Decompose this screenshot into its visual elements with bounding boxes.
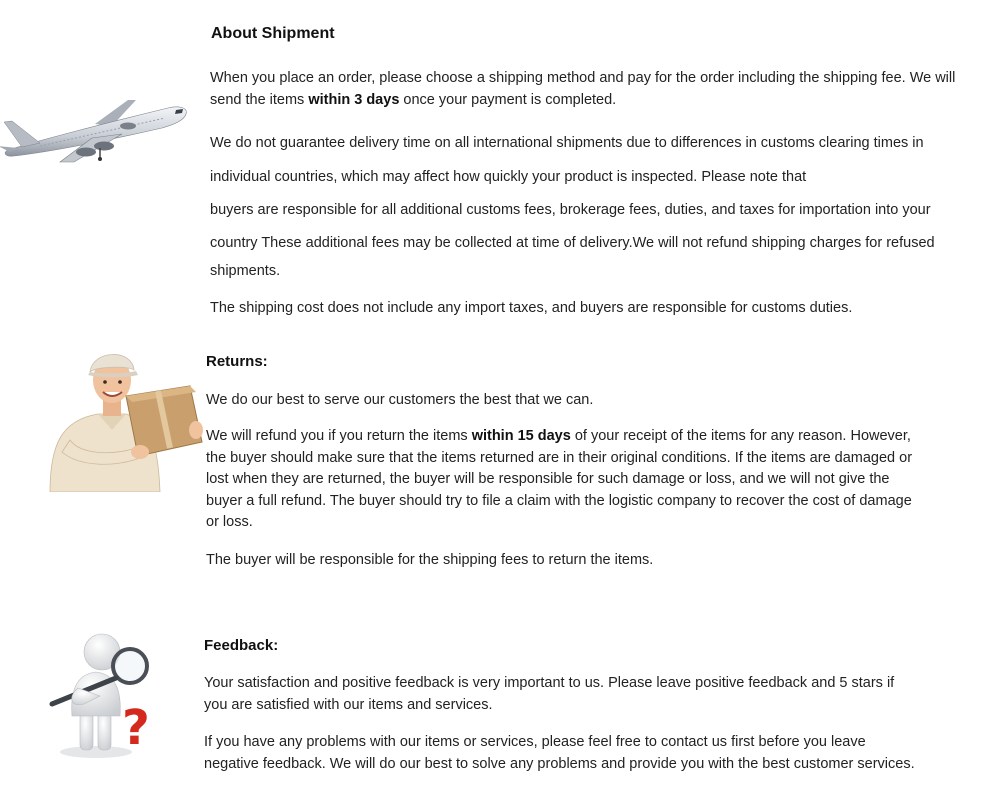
delivery-man-illustration [40, 344, 205, 492]
shipment-p1-bold: within 3 days [308, 92, 400, 108]
shipment-p2-line-5: shipments. [210, 263, 281, 279]
shipment-heading: About Shipment [211, 25, 335, 42]
feedback-paragraph-1: Your satisfaction and positive feedback is very important to us. Please leave positive feedback and 5 stars if you are satisfied with our items and services. [204, 675, 895, 713]
shipment-paragraph-3: The shipping cost does not include any import taxes, and buyers are responsible for customs duties. [210, 300, 853, 316]
shipment-p1-text-b: once your payment is completed. [399, 92, 617, 108]
shipment-paragraph-1 [210, 67, 990, 111]
returns-heading: Returns: [206, 353, 268, 370]
returns-paragraph-2 [206, 426, 928, 534]
shipment-p2-line-1: We do not guarantee delivery time on all international shipments due to differences in customs clearing times in [210, 135, 924, 151]
returns-paragraph-3: The buyer will be responsible for the shipping fees to return the items. [206, 552, 654, 568]
returns-p2-bold: within 15 days [471, 428, 571, 444]
shipment-p1-text-a: When you place an order, please choose a shipping method and pay for the order including the shipping fee. We will send the items [210, 70, 956, 108]
shipment-p2-line-3: buyers are responsible for all additional customs fees, brokerage fees, duties, and taxes for importation into your [210, 202, 931, 218]
returns-p2-text-a: We will refund you if you return the items [206, 428, 472, 444]
delivery-man-icon [40, 344, 205, 492]
airplane-illustration [0, 96, 192, 166]
returns-p2-text-b: of your receipt of the items for any reason. However, the buyer should make sure that the items returned are in their original conditions. If the items are damaged or lost when they are returned, the buyer will be responsible for such damage or loss, and we will not give the buyer a full refund. The buyer should try to file a claim with the logistic company to recover the cost of damage or loss. [206, 428, 913, 530]
airplane-icon [0, 96, 192, 166]
returns-paragraph-1: We do our best to serve our customers the best that we can. [206, 392, 594, 408]
feedback-heading: Feedback: [204, 637, 279, 654]
shipment-p2-line-4: country These additional fees may be collected at time of delivery.We will not refund shipping charges for refused [210, 235, 935, 251]
feedback-illustration [44, 626, 162, 760]
feedback-paragraph-2: If you have any problems with our items or services, please feel free to contact us first before you leave negative feedback. We will do our best to solve any problems and provide you with the best customer services. [204, 734, 915, 772]
question-mark-icon: ? [122, 700, 150, 756]
shipment-p2-line-2: individual countries, which may affect how quickly your product is inspected. Please note that [210, 169, 807, 185]
